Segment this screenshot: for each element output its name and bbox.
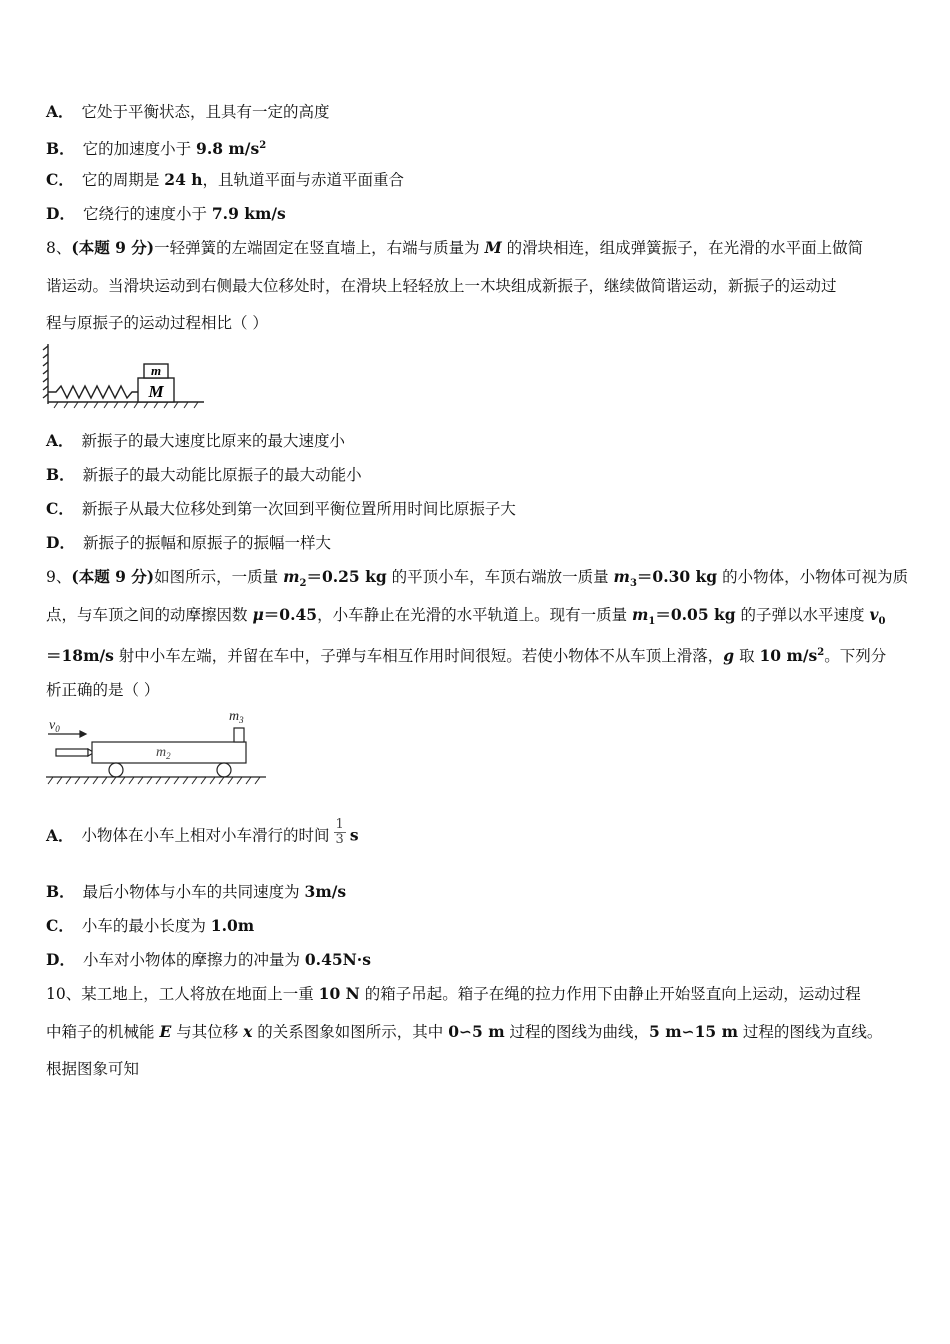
option-text: 小物体在小车上相对小车滑行的时间 bbox=[81, 826, 330, 845]
option-text: 新振子的最大动能比原振子的最大动能小 bbox=[82, 466, 362, 484]
q9-option-a bbox=[46, 817, 359, 851]
cart-wheel-left bbox=[109, 763, 123, 777]
stem-text: 过程的图线为曲线， bbox=[504, 1023, 650, 1041]
fraction bbox=[334, 818, 346, 847]
q9-option-d bbox=[46, 950, 371, 970]
label-M: M bbox=[148, 382, 164, 401]
option-value: 0.45N·s bbox=[304, 950, 371, 969]
q10-stem-line1 bbox=[46, 984, 861, 1004]
q10-stem-line2 bbox=[46, 1022, 882, 1042]
var-sub: 0 bbox=[878, 616, 886, 628]
stem-value: ＝0.45 bbox=[263, 605, 318, 624]
q8-stem-line2: 谐运动。当滑块运动到右侧最大位移处时，在滑块上轻轻放上一木块组成新振子，继续做简谐运动，新振子的运动过 bbox=[46, 277, 837, 295]
q8-stem-line1 bbox=[46, 238, 863, 258]
bullet-body bbox=[56, 749, 88, 756]
stem-sup: 2 bbox=[817, 647, 825, 658]
q9-option-b bbox=[46, 882, 346, 902]
question-score: (本题 9 分) bbox=[71, 567, 155, 586]
label-v0: $v_0$ bbox=[49, 718, 60, 734]
fraction-denominator: 3 bbox=[335, 832, 344, 847]
option-key: A． bbox=[46, 825, 74, 845]
var-E: E bbox=[159, 1022, 172, 1041]
stem-value: 10 N bbox=[318, 984, 360, 1003]
stem-text: 点，与车顶之间的动摩擦因数 bbox=[46, 606, 253, 624]
stem-value: ＝0.25 kg bbox=[306, 567, 387, 586]
stem-text: 的滑块相连，组成弹簧振子，在光滑的水平面上做简 bbox=[501, 239, 864, 257]
q9-stem-line1 bbox=[46, 567, 908, 594]
option-text: 新振子从最大位移处到第一次回到平衡位置所用时间比原振子大 bbox=[81, 500, 516, 518]
var-sub: 3 bbox=[629, 578, 637, 590]
option-text: 它的加速度小于 bbox=[82, 140, 197, 159]
option-sup: 2 bbox=[259, 140, 267, 151]
var-sub: 1 bbox=[648, 616, 656, 628]
option-key: C． bbox=[46, 916, 74, 935]
option-key: A． bbox=[46, 431, 74, 450]
option-key: A． bbox=[46, 102, 74, 121]
q9-stem-line4: 析正确的是（ ） bbox=[46, 681, 160, 699]
var-m1: m bbox=[632, 605, 649, 624]
option-key: D． bbox=[46, 204, 75, 223]
stem-value: ＝18m/s bbox=[46, 646, 114, 666]
bullet-cart-figure bbox=[40, 704, 272, 786]
option-key: D． bbox=[46, 950, 75, 969]
option-key: C． bbox=[46, 499, 74, 518]
stem-text: 取 bbox=[734, 647, 760, 666]
option-key: B． bbox=[46, 139, 75, 159]
option-value: 24 h bbox=[164, 170, 203, 189]
var-m3: m bbox=[613, 567, 630, 586]
option-key: B． bbox=[46, 465, 75, 484]
stem-text: 的小物体，小物体可视为质 bbox=[717, 568, 909, 586]
stem-text: 与其位移 bbox=[171, 1023, 244, 1041]
cart-wheel-right bbox=[217, 763, 231, 777]
block-m3 bbox=[234, 728, 244, 742]
option-text: 它绕行的速度小于 bbox=[82, 205, 212, 223]
stem-text: 。下列分 bbox=[824, 647, 887, 666]
option-value: 9.8 m/s bbox=[196, 139, 260, 159]
q8-option-b bbox=[46, 465, 362, 485]
option-value: 3m/s bbox=[304, 882, 347, 901]
fraction-numerator: 1 bbox=[335, 817, 344, 832]
question-number: 10、 bbox=[46, 985, 82, 1003]
option-text: 小车对小物体的摩擦力的冲量为 bbox=[82, 951, 305, 969]
option-text: 最后小物体与小车的共同速度为 bbox=[82, 883, 305, 901]
option-text: 新振子的最大速度比原来的最大速度小 bbox=[81, 432, 346, 450]
option-text-post: ，且轨道平面与赤道平面重合 bbox=[202, 171, 405, 189]
stem-value: ＝0.30 kg bbox=[636, 567, 718, 586]
stem-text: 的箱子吊起。箱子在绳的拉力作用下由静止开始竖直向上运动，运动过程 bbox=[359, 985, 861, 1003]
stem-value: 10 m/s bbox=[759, 646, 818, 666]
stem-text: 的关系图象如图所示，其中 bbox=[252, 1023, 449, 1041]
q7-option-c bbox=[46, 170, 404, 190]
q10-stem-line3: 根据图象可知 bbox=[46, 1060, 140, 1078]
option-key: D． bbox=[46, 533, 75, 552]
velocity-arrow-head bbox=[80, 731, 86, 737]
label-m2: $m_2$ bbox=[156, 745, 171, 761]
spring-zigzag bbox=[48, 386, 138, 398]
var-M: M bbox=[484, 238, 502, 257]
option-key: C． bbox=[46, 170, 74, 189]
label-m: m bbox=[150, 363, 162, 378]
question-number: 8、 bbox=[46, 239, 72, 257]
stem-text: 的子弹以水平速度 bbox=[735, 606, 870, 624]
q8-option-d bbox=[46, 533, 331, 553]
question-number: 9、 bbox=[46, 568, 72, 586]
q9-option-c bbox=[46, 916, 254, 936]
stem-value: 5 m∽15 m bbox=[649, 1022, 738, 1041]
stem-value: 0∽5 m bbox=[448, 1022, 505, 1041]
stem-value: ＝0.05 kg bbox=[655, 605, 736, 624]
option-key: B． bbox=[46, 882, 75, 901]
q8-option-a bbox=[46, 431, 345, 451]
option-text: 它的周期是 bbox=[81, 171, 165, 189]
q8-option-c bbox=[46, 499, 516, 519]
q7-option-b bbox=[46, 136, 266, 159]
spring-oscillator-figure bbox=[40, 342, 210, 414]
var-mu: μ bbox=[252, 605, 264, 624]
q7-option-d bbox=[46, 204, 286, 224]
option-text: 小车的最小长度为 bbox=[81, 917, 211, 935]
option-text: 它处于平衡状态，且具有一定的高度 bbox=[81, 103, 330, 121]
stem-text: 的平顶小车，车顶右端放一质量 bbox=[386, 568, 614, 586]
option-unit: s bbox=[349, 825, 359, 845]
stem-text: 中箱子的机械能 bbox=[46, 1023, 160, 1041]
q7-option-a bbox=[46, 102, 330, 122]
var-v0: v bbox=[869, 605, 879, 624]
stem-text: 某工地上，工人将放在地面上一重 bbox=[81, 985, 319, 1003]
stem-text: ，小车静止在光滑的水平轨道上。现有一质量 bbox=[317, 606, 632, 624]
option-value: 1.0m bbox=[210, 916, 255, 935]
option-value: 7.9 km/s bbox=[211, 204, 286, 223]
q8-stem-line3: 程与原振子的运动过程相比（ ） bbox=[46, 314, 268, 332]
stem-text: 射中小车左端，并留在车中，子弹与车相互作用时间很短。若使小物体不从车顶上滑落， bbox=[113, 647, 724, 666]
stem-text: 一轻弹簧的左端固定在竖直墙上，右端与质量为 bbox=[154, 239, 485, 257]
stem-text: 过程的图线为直线。 bbox=[737, 1023, 883, 1041]
stem-text: 如图所示，一质量 bbox=[154, 568, 284, 586]
var-m2: m bbox=[283, 567, 300, 586]
label-m3: $m_3$ bbox=[229, 709, 244, 725]
q9-stem-line2 bbox=[46, 605, 885, 632]
var-sub: 2 bbox=[299, 578, 307, 590]
option-text: 新振子的振幅和原振子的振幅一样大 bbox=[82, 534, 331, 552]
question-score: (本题 9 分) bbox=[71, 238, 155, 257]
var-x: x bbox=[243, 1022, 253, 1041]
var-g: g bbox=[723, 646, 735, 666]
q9-stem-line3 bbox=[46, 643, 886, 666]
